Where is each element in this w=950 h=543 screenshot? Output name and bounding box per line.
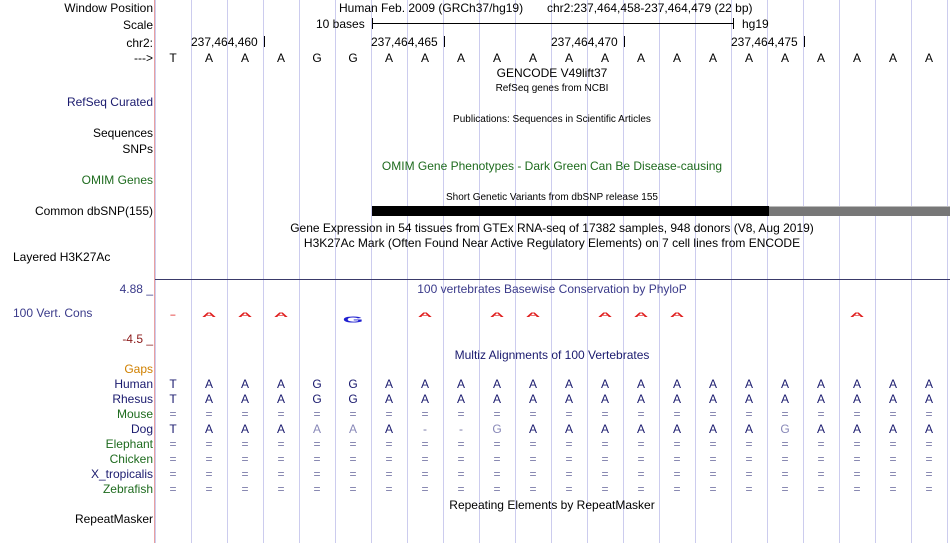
- aligned-base: =: [241, 452, 249, 466]
- aligned-base: =: [421, 407, 429, 421]
- position-text: chr2:237,464,458-237,464,479 (22 bp): [547, 1, 753, 15]
- reference-base: A: [888, 51, 897, 65]
- aligned-base: =: [349, 437, 357, 451]
- species-label[interactable]: Elephant: [105, 437, 153, 451]
- aligned-base: =: [889, 452, 897, 466]
- repeatmasker-label[interactable]: RepeatMasker: [74, 512, 153, 526]
- aligned-base: =: [601, 452, 609, 466]
- conservation-glyph: A: [849, 311, 865, 319]
- conservation-glyph: -: [169, 311, 177, 319]
- h3k27ac-track-title[interactable]: H3K27Ac Mark (Often Found Near Active Regulatory Elements) on 7 cell lines from ENCODE: [303, 236, 801, 250]
- phylop-min-value: -4.5 _: [122, 332, 153, 346]
- species-label[interactable]: Rhesus: [112, 392, 153, 406]
- aligned-base: =: [673, 437, 681, 451]
- aligned-base: -: [423, 422, 427, 436]
- dbsnp-variant-bar[interactable]: [372, 206, 769, 216]
- aligned-base: =: [637, 407, 645, 421]
- window-position-label: Window Position: [64, 1, 153, 15]
- reference-base: A: [816, 51, 825, 65]
- common-dbsnp-label[interactable]: Common dbSNP(155): [34, 204, 153, 218]
- dbsnp-track-title[interactable]: Short Genetic Variants from dbSNP release 155: [446, 192, 658, 203]
- aligned-base: =: [529, 407, 537, 421]
- gtex-track-title[interactable]: Gene Expression in 54 tissues from GTEx RNA-seq of 17382 samples, 948 donors (V8, Aug 2019): [290, 221, 814, 235]
- aligned-base: =: [745, 482, 753, 496]
- multiz-track-title[interactable]: Multiz Alignments of 100 Vertebrates: [454, 348, 650, 362]
- aligned-base: =: [601, 437, 609, 451]
- conservation-glyph: A: [669, 311, 685, 319]
- aligned-base: A: [420, 377, 429, 391]
- aligned-base: =: [709, 452, 717, 466]
- conservation-glyph: A: [597, 311, 613, 319]
- aligned-base: =: [853, 467, 861, 481]
- aligned-base: =: [781, 482, 789, 496]
- aligned-base: A: [708, 422, 717, 436]
- aligned-base: =: [457, 407, 465, 421]
- aligned-base: =: [421, 452, 429, 466]
- aligned-base: =: [349, 482, 357, 496]
- refseq-curated-label[interactable]: RefSeq Curated: [66, 95, 153, 109]
- aligned-base: =: [889, 407, 897, 421]
- aligned-base: A: [852, 422, 861, 436]
- aligned-base: =: [169, 452, 177, 466]
- aligned-base: =: [601, 407, 609, 421]
- dbsnp-variant-bar-highlight: [769, 206, 950, 207]
- aligned-base: =: [493, 437, 501, 451]
- reference-base: A: [420, 51, 429, 65]
- aligned-base: A: [384, 392, 393, 406]
- aligned-base: A: [564, 392, 573, 406]
- aligned-base: =: [925, 482, 933, 496]
- aligned-base: A: [348, 422, 357, 436]
- aligned-base: =: [709, 437, 717, 451]
- aligned-base: =: [313, 467, 321, 481]
- aligned-base: A: [816, 377, 825, 391]
- aligned-base: =: [385, 407, 393, 421]
- aligned-base: =: [817, 482, 825, 496]
- aligned-base: =: [745, 452, 753, 466]
- aligned-base: A: [204, 392, 213, 406]
- scale-bar: [372, 23, 734, 24]
- aligned-base: T: [169, 377, 177, 391]
- aligned-base: A: [456, 377, 465, 391]
- aligned-base: =: [493, 467, 501, 481]
- reference-base: A: [708, 51, 717, 65]
- scale-bar-left-end: [372, 18, 373, 29]
- omim-track-title[interactable]: OMIM Gene Phenotypes - Dark Green Can Be Disease-causing: [381, 159, 723, 173]
- conservation-glyph: G: [342, 315, 364, 325]
- reference-base: A: [600, 51, 609, 65]
- aligned-base: A: [924, 377, 933, 391]
- reference-base: A: [924, 51, 933, 65]
- aligned-base: =: [169, 407, 177, 421]
- species-label[interactable]: Dog: [130, 422, 153, 436]
- species-label[interactable]: Chicken: [109, 452, 153, 466]
- aligned-base: =: [745, 467, 753, 481]
- aligned-base: A: [924, 422, 933, 436]
- aligned-base: =: [205, 437, 213, 451]
- coord-tick-label: 237,464,460: [191, 35, 258, 49]
- aligned-base: =: [313, 437, 321, 451]
- reference-base: A: [636, 51, 645, 65]
- aligned-base: A: [888, 392, 897, 406]
- aligned-base: =: [385, 437, 393, 451]
- aligned-base: =: [817, 437, 825, 451]
- aligned-base: =: [529, 482, 537, 496]
- reference-base: A: [852, 51, 861, 65]
- aligned-base: =: [205, 407, 213, 421]
- aligned-base: A: [636, 422, 645, 436]
- coord-tick-label: 237,464,465: [371, 35, 438, 49]
- coord-tick: [444, 36, 445, 47]
- aligned-base: A: [528, 422, 537, 436]
- aligned-base: =: [637, 482, 645, 496]
- aligned-base: =: [709, 467, 717, 481]
- aligned-base: G: [312, 377, 322, 391]
- aligned-base: A: [276, 392, 285, 406]
- reference-base: A: [780, 51, 789, 65]
- reference-base: A: [276, 51, 285, 65]
- aligned-base: =: [205, 467, 213, 481]
- aligned-base: =: [565, 407, 573, 421]
- aligned-base: =: [493, 407, 501, 421]
- aligned-base: A: [240, 377, 249, 391]
- aligned-base: =: [709, 407, 717, 421]
- aligned-base: A: [240, 422, 249, 436]
- aligned-base: =: [529, 467, 537, 481]
- aligned-base: A: [564, 422, 573, 436]
- aligned-base: =: [565, 452, 573, 466]
- aligned-base: =: [277, 452, 285, 466]
- repeatmasker-track-title[interactable]: Repeating Elements by RepeatMasker: [449, 498, 655, 512]
- aligned-base: =: [493, 482, 501, 496]
- aligned-base: A: [564, 377, 573, 391]
- aligned-base: -: [459, 422, 463, 436]
- aligned-base: =: [457, 467, 465, 481]
- aligned-base: =: [241, 407, 249, 421]
- aligned-base: =: [277, 467, 285, 481]
- aligned-base: A: [672, 392, 681, 406]
- coord-tick: [804, 36, 805, 47]
- reference-base: G: [348, 51, 358, 65]
- aligned-base: A: [780, 377, 789, 391]
- reference-base: A: [204, 51, 213, 65]
- aligned-base: A: [816, 422, 825, 436]
- sequences-label[interactable]: Sequences: [92, 126, 153, 140]
- aligned-base: G: [780, 422, 790, 436]
- aligned-base: =: [349, 467, 357, 481]
- reference-base: A: [744, 51, 753, 65]
- aligned-base: A: [744, 377, 753, 391]
- refseq-track-subtitle: RefSeq genes from NCBI: [495, 83, 609, 94]
- aligned-base: A: [924, 392, 933, 406]
- scale-bar-right-end: [733, 18, 734, 29]
- aligned-base: =: [673, 482, 681, 496]
- aligned-base: =: [673, 452, 681, 466]
- aligned-base: =: [853, 452, 861, 466]
- aligned-base: =: [529, 437, 537, 451]
- reference-base: A: [564, 51, 573, 65]
- aligned-base: =: [745, 407, 753, 421]
- species-label[interactable]: Zebrafish: [102, 482, 153, 496]
- aligned-base: =: [205, 452, 213, 466]
- aligned-base: A: [816, 392, 825, 406]
- aligned-base: =: [385, 482, 393, 496]
- conservation-glyph: A: [201, 311, 217, 319]
- aligned-base: A: [672, 377, 681, 391]
- aligned-base: =: [709, 482, 717, 496]
- aligned-base: A: [528, 392, 537, 406]
- aligned-base: =: [673, 467, 681, 481]
- aligned-base: =: [925, 437, 933, 451]
- track-separator: [155, 279, 950, 280]
- aligned-base: =: [889, 437, 897, 451]
- reference-base: A: [672, 51, 681, 65]
- aligned-base: =: [601, 467, 609, 481]
- chrom-label: chr2:: [126, 36, 153, 50]
- aligned-base: =: [385, 452, 393, 466]
- aligned-base: A: [852, 377, 861, 391]
- aligned-base: =: [925, 452, 933, 466]
- reference-base: A: [528, 51, 537, 65]
- aligned-base: =: [853, 407, 861, 421]
- aligned-base: =: [889, 482, 897, 496]
- aligned-base: G: [348, 392, 358, 406]
- aligned-base: G: [348, 377, 358, 391]
- aligned-base: =: [601, 482, 609, 496]
- aligned-base: A: [204, 422, 213, 436]
- conservation-glyph: A: [237, 311, 253, 319]
- aligned-base: A: [492, 392, 501, 406]
- reference-base: G: [312, 51, 322, 65]
- aligned-base: =: [529, 452, 537, 466]
- aligned-base: A: [276, 377, 285, 391]
- coord-tick-label: 237,464,475: [731, 35, 798, 49]
- aligned-base: A: [384, 377, 393, 391]
- coord-tick: [264, 36, 265, 47]
- conservation-glyph: A: [489, 311, 505, 319]
- aligned-base: =: [637, 467, 645, 481]
- conservation-logo: [0, 305, 950, 345]
- aligned-base: =: [421, 467, 429, 481]
- aligned-base: A: [888, 377, 897, 391]
- reference-base: A: [456, 51, 465, 65]
- aligned-base: A: [384, 422, 393, 436]
- aligned-base: A: [744, 392, 753, 406]
- conservation-glyph: A: [633, 311, 649, 319]
- aligned-base: T: [169, 392, 177, 406]
- aligned-base: G: [312, 392, 322, 406]
- species-label[interactable]: X_tropicalis: [90, 467, 153, 481]
- aligned-base: =: [313, 482, 321, 496]
- aligned-base: =: [241, 482, 249, 496]
- aligned-base: =: [277, 407, 285, 421]
- aligned-base: =: [925, 467, 933, 481]
- aligned-base: =: [853, 437, 861, 451]
- aligned-base: =: [241, 437, 249, 451]
- omim-genes-label[interactable]: OMIM Genes: [81, 173, 153, 187]
- aligned-base: =: [277, 437, 285, 451]
- aligned-base: A: [636, 377, 645, 391]
- aligned-base: =: [781, 452, 789, 466]
- aligned-base: =: [817, 407, 825, 421]
- publications-track-title[interactable]: Publications: Sequences in Scientific Articles: [453, 114, 651, 125]
- layered-h3k27ac-label[interactable]: Layered H3K27Ac: [13, 250, 111, 264]
- aligned-base: =: [313, 452, 321, 466]
- aligned-base: =: [637, 437, 645, 451]
- aligned-base: A: [420, 392, 429, 406]
- aligned-base: =: [169, 482, 177, 496]
- snps-label[interactable]: SNPs: [122, 142, 153, 156]
- aligned-base: A: [636, 392, 645, 406]
- aligned-base: A: [528, 377, 537, 391]
- aligned-base: =: [421, 482, 429, 496]
- reference-base: T: [169, 51, 177, 65]
- dbsnp-variant-bar-grey[interactable]: [769, 206, 950, 216]
- aligned-base: =: [421, 437, 429, 451]
- aligned-base: =: [781, 467, 789, 481]
- aligned-base: =: [385, 467, 393, 481]
- aligned-base: =: [169, 437, 177, 451]
- aligned-base: =: [457, 437, 465, 451]
- aligned-base: A: [456, 392, 465, 406]
- conservation-glyph: A: [273, 311, 289, 319]
- aligned-base: =: [637, 452, 645, 466]
- aligned-base: A: [600, 377, 609, 391]
- aligned-base: A: [492, 377, 501, 391]
- aligned-base: =: [205, 482, 213, 496]
- aligned-base: A: [204, 377, 213, 391]
- aligned-base: =: [781, 407, 789, 421]
- base-grid-line: [947, 0, 948, 543]
- aligned-base: =: [313, 407, 321, 421]
- aligned-base: =: [169, 467, 177, 481]
- scale-db-text: hg19: [742, 17, 769, 31]
- scale-label: Scale: [122, 18, 153, 32]
- aligned-base: A: [780, 392, 789, 406]
- aligned-base: =: [457, 482, 465, 496]
- coord-tick: [624, 36, 625, 47]
- aligned-base: A: [852, 392, 861, 406]
- aligned-base: =: [565, 467, 573, 481]
- aligned-base: A: [312, 422, 321, 436]
- aligned-base: =: [241, 467, 249, 481]
- aligned-base: A: [240, 392, 249, 406]
- gaps-label: Gaps: [124, 362, 153, 376]
- scale-bar-text: 10 bases: [316, 17, 365, 31]
- phylop-track-title[interactable]: 100 vertebrates Basewise Conservation by PhyloP: [417, 282, 687, 296]
- phylop-max-value: 4.88 _: [119, 282, 153, 296]
- reference-base: A: [240, 51, 249, 65]
- reference-base: A: [384, 51, 393, 65]
- conservation-glyph: A: [417, 311, 433, 319]
- aligned-base: A: [888, 422, 897, 436]
- aligned-base: =: [349, 407, 357, 421]
- aligned-base: A: [708, 392, 717, 406]
- aligned-base: =: [925, 407, 933, 421]
- vert-cons-label[interactable]: 100 Vert. Cons: [13, 306, 93, 320]
- aligned-base: =: [817, 452, 825, 466]
- coord-tick-label: 237,464,470: [551, 35, 618, 49]
- aligned-base: =: [457, 452, 465, 466]
- strand-label: --->: [134, 51, 153, 65]
- assembly-text: Human Feb. 2009 (GRCh37/hg19): [339, 1, 524, 15]
- aligned-base: T: [169, 422, 177, 436]
- aligned-base: A: [600, 422, 609, 436]
- aligned-base: A: [276, 422, 285, 436]
- aligned-base: =: [565, 482, 573, 496]
- aligned-base: A: [672, 422, 681, 436]
- species-label[interactable]: Mouse: [116, 407, 153, 421]
- aligned-base: =: [817, 467, 825, 481]
- aligned-base: =: [745, 437, 753, 451]
- aligned-base: =: [673, 407, 681, 421]
- aligned-base: =: [781, 437, 789, 451]
- aligned-base: =: [889, 467, 897, 481]
- aligned-base: A: [744, 422, 753, 436]
- reference-base: A: [492, 51, 501, 65]
- aligned-base: A: [600, 392, 609, 406]
- gencode-track-title[interactable]: GENCODE V49lift37: [496, 66, 608, 80]
- aligned-base: =: [493, 452, 501, 466]
- aligned-base: =: [565, 437, 573, 451]
- aligned-base: =: [277, 482, 285, 496]
- aligned-base: =: [349, 452, 357, 466]
- conservation-glyph: A: [525, 311, 541, 319]
- species-label[interactable]: Human: [114, 377, 153, 391]
- aligned-base: =: [853, 482, 861, 496]
- aligned-base: A: [708, 377, 717, 391]
- aligned-base: G: [492, 422, 502, 436]
